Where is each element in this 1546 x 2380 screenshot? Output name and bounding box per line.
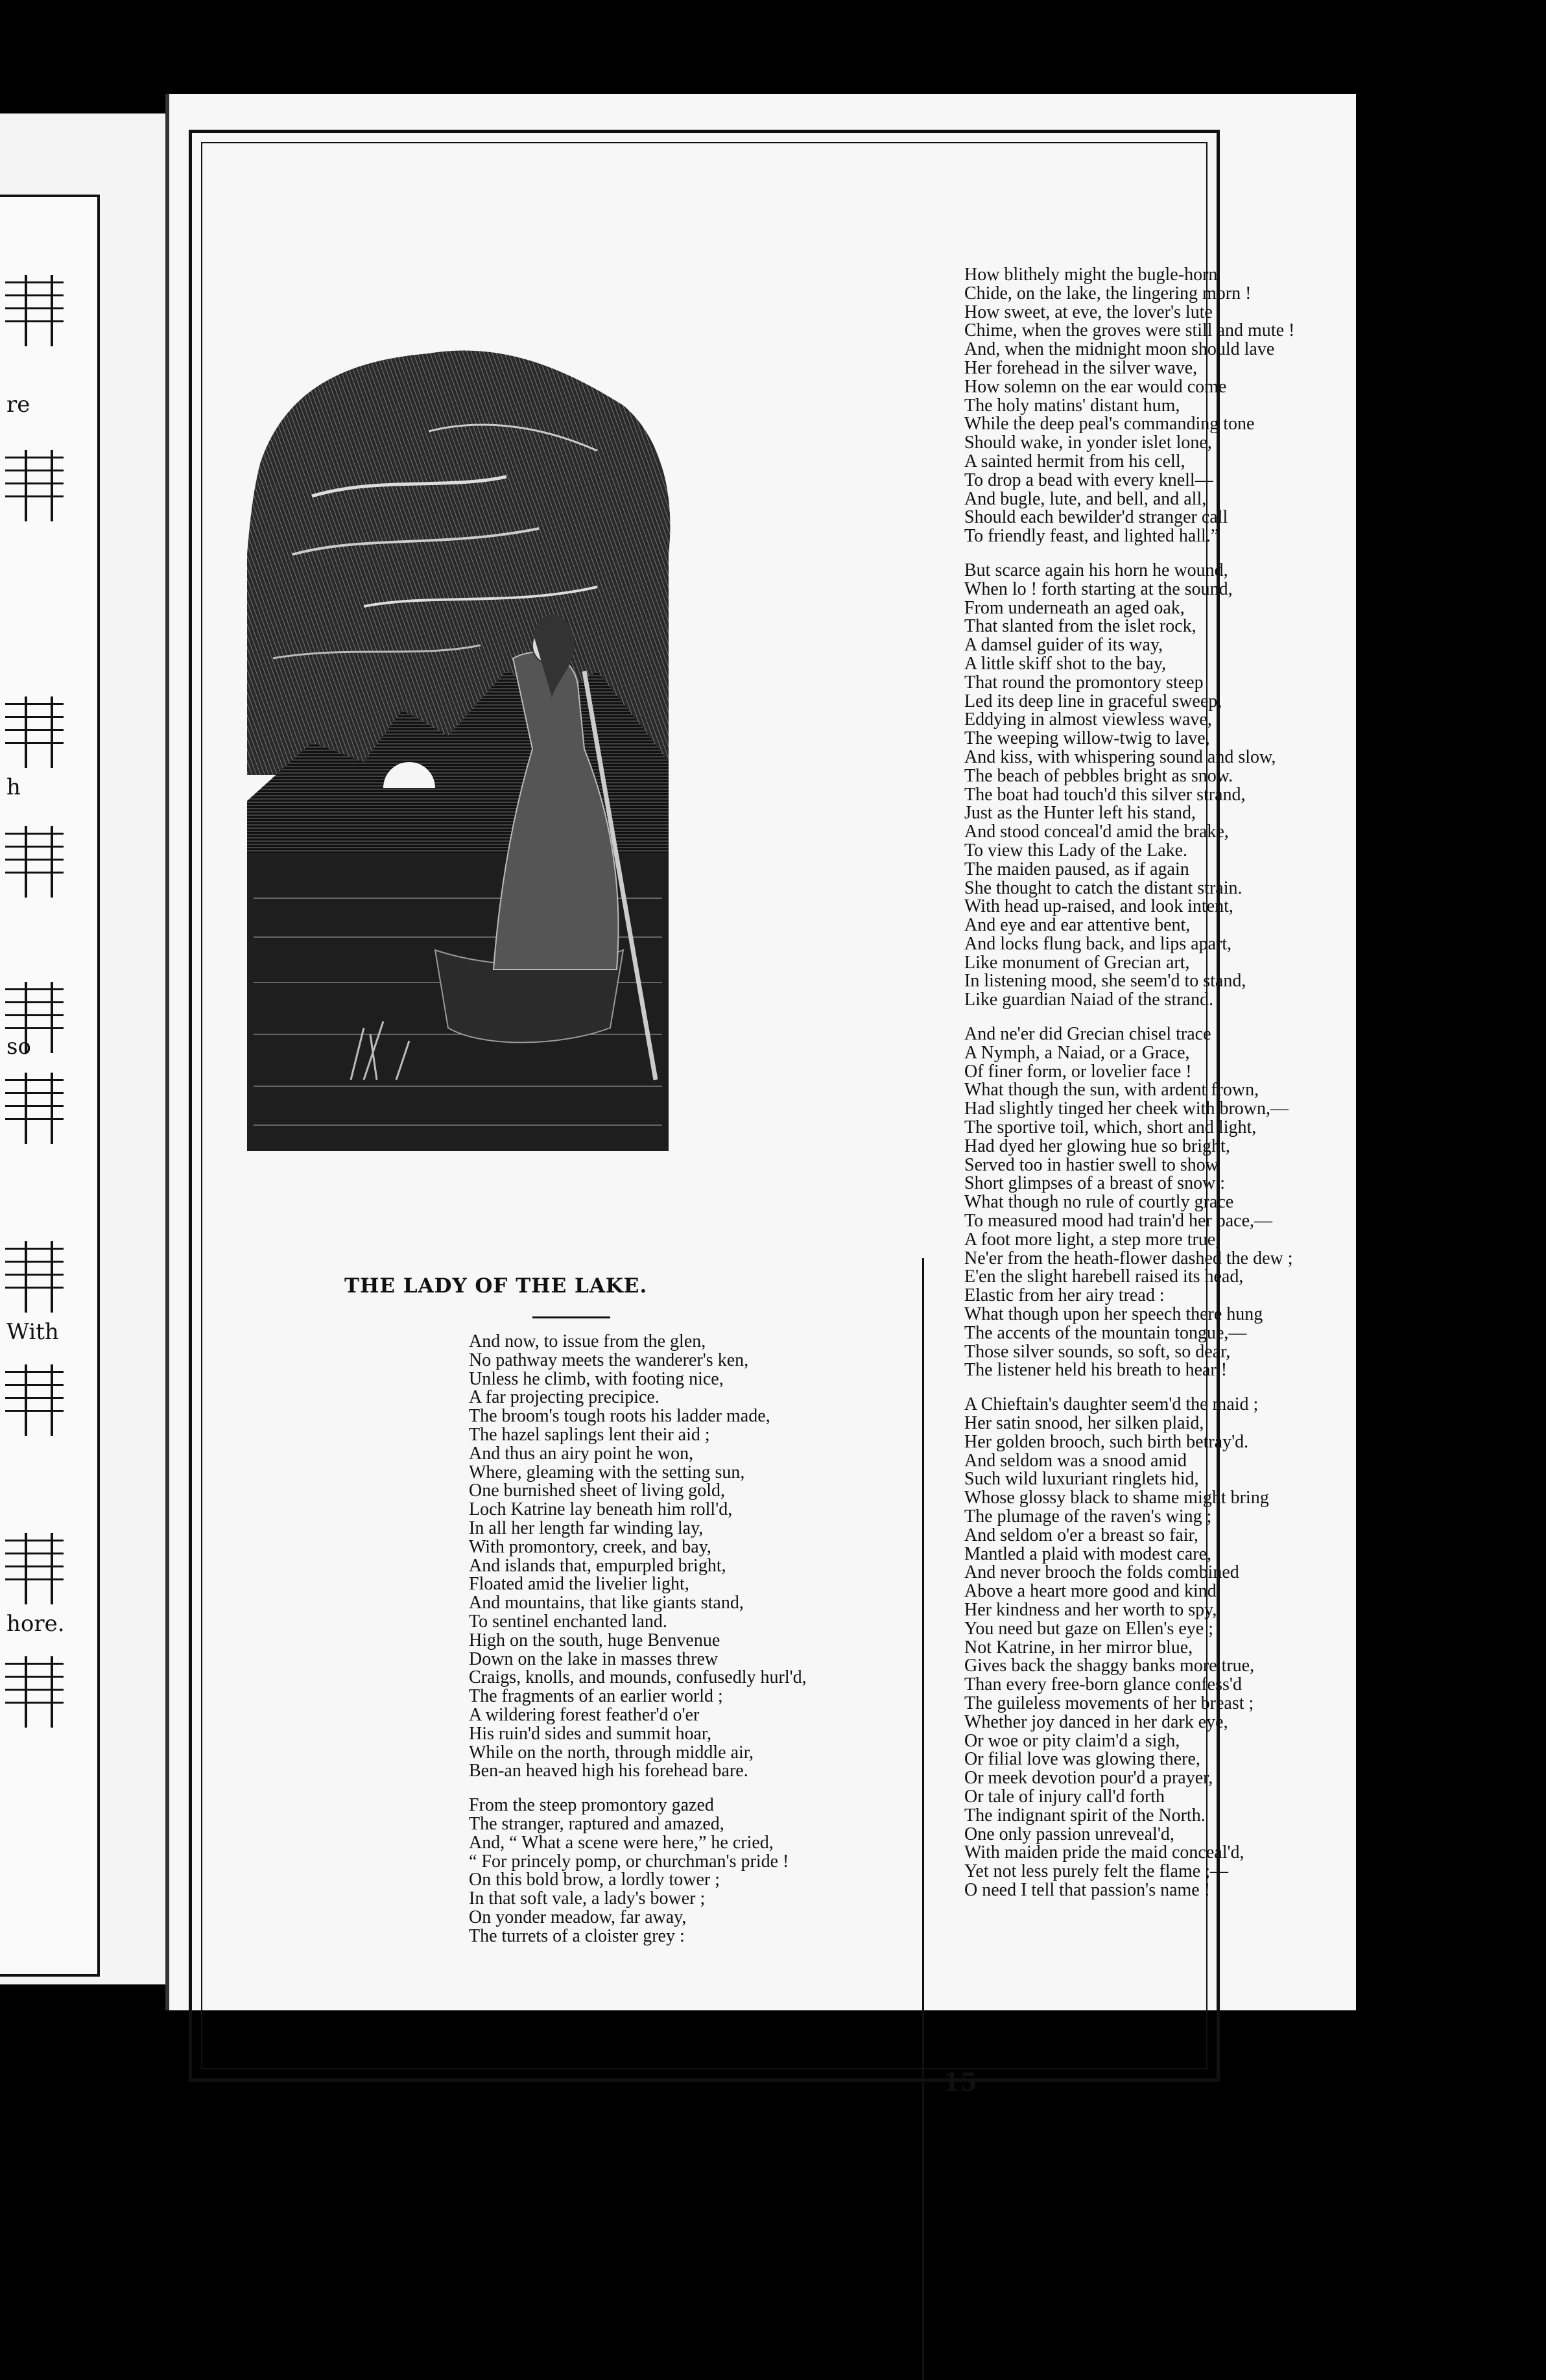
verse-line: What though no rule of courtly grace	[964, 1192, 1234, 1213]
verse-line: Had slightly tinged her cheek with brown,—	[964, 1099, 1289, 1119]
verse-line: When lo ! forth starting at the sound,	[964, 578, 1233, 599]
verse-line: One burnished sheet of living gold,	[469, 1481, 726, 1501]
verse-line: Her forehead in the silver wave,	[964, 357, 1198, 378]
verse-line: In listening mood, she seem'd to stand,	[964, 971, 1246, 992]
verse-line: That slanted from the islet rock,	[964, 616, 1196, 637]
verse-line: Chime, when the groves were still and mute !	[964, 320, 1295, 341]
engraving-lady-in-boat	[234, 282, 682, 1235]
verse-line: Down on the lake in masses threw	[469, 1648, 719, 1669]
verse-line: How blithely might the bugle-horn	[964, 265, 1218, 285]
verse-line: A little skiff shot to the bay,	[964, 653, 1167, 674]
verse-line: To drop a bead with every knell—	[964, 470, 1213, 490]
verse-line: Served too in hastier swell to show	[964, 1154, 1219, 1175]
verse-line: The hazel saplings lent their aid ;	[469, 1424, 710, 1445]
left-facing-page	[0, 113, 182, 1984]
music-staff-fragment	[5, 268, 64, 353]
title-rule	[532, 1316, 610, 1318]
verse-line: And never brooch the folds combined	[964, 1562, 1239, 1583]
verse-line: And now, to issue from the glen,	[469, 1331, 706, 1351]
verse-line: In that soft vale, a lady's bower ;	[469, 1888, 706, 1909]
verse-line: Or filial love was glowing there,	[964, 1749, 1200, 1770]
verse-line: No pathway meets the wanderer's ken,	[469, 1350, 749, 1370]
verse-line: And mountains, that like giants stand,	[469, 1593, 744, 1613]
verse-line: Should wake, in yonder islet lone,	[964, 433, 1212, 453]
music-staff-fragment	[5, 444, 64, 528]
verse-line: Not Katrine, in her mirror blue,	[964, 1637, 1193, 1658]
verse-line: Or tale of injury call'd forth	[964, 1786, 1165, 1807]
verse-line: The broom's tough roots his ladder made,	[469, 1406, 770, 1427]
verse-line: The holy matins' distant hum,	[964, 395, 1180, 416]
music-staff-fragment	[5, 1527, 64, 1611]
left-page-word: hore.	[6, 1611, 65, 1637]
verse-line: Should each bewilder'd stranger call	[964, 507, 1228, 528]
verse-line: Whether joy danced in her dark eye,	[964, 1711, 1228, 1732]
verse-line: To measured mood had train'd her pace,—	[964, 1211, 1273, 1232]
verse-line: A damsel guider of its way,	[964, 635, 1163, 656]
verse-line: The guileless movements of her breast ;	[964, 1693, 1254, 1713]
left-page-word: With	[6, 1319, 59, 1345]
verse-line: And thus an airy point he won,	[469, 1443, 694, 1464]
verse-line: Whose glossy black to shame might bring	[964, 1488, 1269, 1508]
verse-column-right	[964, 266, 1294, 1900]
verse-line: Or woe or pity claim'd a sigh,	[964, 1730, 1180, 1751]
verse-line: And locks flung back, and lips apart,	[964, 933, 1232, 954]
verse-line: The listener held his breath to hear !	[964, 1360, 1228, 1381]
verse-line: Than every free-born glance confess'd	[964, 1674, 1242, 1695]
verse-line: With promontory, creek, and bay,	[469, 1536, 711, 1557]
verse-line: With maiden pride the maid conceal'd,	[964, 1842, 1244, 1863]
verse-line: And ne'er did Grecian chisel trace	[964, 1024, 1211, 1045]
stanza-break	[469, 1781, 807, 1796]
verse-line: The fragments of an earlier world ;	[469, 1686, 723, 1707]
verse-line: Like monument of Grecian art,	[964, 952, 1190, 973]
verse-line: Unless he climb, with footing nice,	[469, 1368, 724, 1389]
verse-line: The weeping willow-twig to lave,	[964, 728, 1210, 749]
verse-line: Mantled a plaid with modest care,	[964, 1543, 1211, 1564]
verse-line: His ruin'd sides and summit hoar,	[469, 1723, 712, 1744]
book-page	[165, 94, 1356, 2097]
verse-line: Chide, on the lake, the lingering morn !	[964, 283, 1252, 303]
verse-line: What though the sun, with ardent frown,	[964, 1080, 1259, 1101]
verse-line: That round the promontory steep	[964, 672, 1204, 693]
verse-line: Her golden brooch, such birth betray'd.	[964, 1431, 1249, 1452]
music-staff-fragment	[5, 1650, 64, 1734]
verse-line: While the deep peal's commanding tone	[964, 414, 1255, 434]
poem-title: THE LADY OF THE LAKE.	[344, 1274, 648, 1298]
verse-line: The indignant spirit of the North.	[964, 1805, 1206, 1826]
verse-line: What though upon her speech there hung	[964, 1304, 1263, 1325]
verse-line: Her kindness and her worth to spy,	[964, 1599, 1217, 1620]
verse-line: The beach of pebbles bright as snow.	[964, 765, 1233, 786]
verse-line: In all her length far winding lay,	[469, 1517, 704, 1538]
verse-line: Just as the Hunter left his stand,	[964, 803, 1196, 824]
verse-line: The plumage of the raven's wing ;	[964, 1506, 1212, 1527]
verse-line: Short glimpses of a breast of snow :	[964, 1173, 1226, 1194]
left-page-word: so	[6, 1034, 31, 1060]
page-number: 15	[943, 2067, 977, 2097]
verse-line: Ne'er from the heath-flower dashed the dew ;	[964, 1248, 1293, 1268]
verse-line: And, “ What a scene were here,” he cried,	[469, 1832, 774, 1853]
verse-line: How solemn on the ear would come	[964, 376, 1227, 397]
verse-line: And islands that, empurpled bright,	[469, 1555, 726, 1576]
verse-line: Or meek devotion pour'd a prayer,	[964, 1768, 1213, 1789]
verse-line: Of finer form, or lovelier face !	[964, 1061, 1192, 1082]
verse-line: A foot more light, a step more true,	[964, 1229, 1220, 1250]
verse-line: A Nymph, a Naiad, or a Grace,	[964, 1042, 1190, 1063]
verse-line: You need but gaze on Ellen's eye ;	[964, 1618, 1214, 1639]
verse-line: From the steep promontory gazed	[469, 1795, 714, 1816]
verse-line: The boat had touch'd this silver strand,	[964, 784, 1246, 805]
left-page-word: h	[6, 774, 21, 800]
verse-line: Ben-an heaved high his forehead bare.	[469, 1761, 748, 1781]
verse-line: With head up-raised, and look intent,	[964, 896, 1233, 917]
verse-line: And kiss, with whispering sound and slow,	[964, 746, 1276, 767]
verse-line: Above a heart more good and kind.	[964, 1581, 1221, 1602]
verse-line: While on the north, through middle air,	[469, 1742, 754, 1763]
verse-line: Like guardian Naiad of the strand.	[964, 990, 1214, 1010]
verse-line: A wildering forest feather'd o'er	[469, 1704, 700, 1725]
verse-line: The turrets of a cloister grey :	[469, 1925, 685, 1946]
verse-line: The stranger, raptured and amazed,	[469, 1813, 724, 1834]
music-staff-fragment	[5, 1358, 64, 1442]
verse-line: And eye and ear attentive bent,	[964, 915, 1191, 936]
verse-column-left	[469, 1333, 807, 1946]
music-staff-fragment	[5, 1235, 64, 1319]
verse-line: Those silver sounds, so soft, so dear,	[964, 1341, 1231, 1362]
left-page-word: re	[6, 392, 30, 418]
verse-line: O need I tell that passion's name !	[964, 1879, 1211, 1900]
verse-line: From underneath an aged oak,	[964, 597, 1185, 618]
verse-line: One only passion unreveal'd,	[964, 1824, 1174, 1844]
verse-line: Gives back the shaggy banks more true,	[964, 1656, 1255, 1676]
verse-line: High on the south, huge Benvenue	[469, 1630, 720, 1650]
verse-line: Loch Katrine lay beneath him roll'd,	[469, 1499, 733, 1520]
verse-line: Such wild luxuriant ringlets hid,	[964, 1469, 1199, 1490]
stanza-break	[964, 1010, 1294, 1025]
verse-line: The maiden paused, as if again	[964, 859, 1189, 879]
music-staff-fragment	[5, 1066, 64, 1150]
stanza-break	[964, 1380, 1294, 1396]
verse-line: And stood conceal'd amid the brake,	[964, 822, 1229, 842]
verse-line: Floated amid the livelier light,	[469, 1574, 689, 1595]
verse-line: E'en the slight harebell raised its head,	[964, 1267, 1244, 1287]
music-staff-fragment	[5, 690, 64, 774]
verse-line: The sportive toil, which, short and light,	[964, 1117, 1257, 1138]
verse-line: And, when the midnight moon should lave	[964, 339, 1275, 360]
left-page-frame	[0, 195, 100, 1977]
verse-line: A far projecting precipice.	[469, 1387, 660, 1408]
verse-line: To view this Lady of the Lake.	[964, 840, 1188, 861]
verse-line: Craigs, knolls, and mounds, confusedly hurl'd,	[469, 1667, 807, 1688]
verse-line: Eddying in almost viewless wave,	[964, 709, 1212, 730]
verse-line: A Chieftain's daughter seem'd the maid ;	[964, 1394, 1259, 1415]
verse-line: And seldom o'er a breast so fair,	[964, 1525, 1198, 1545]
verse-line: Led its deep line in graceful sweep,	[964, 691, 1222, 711]
verse-line: How sweet, at eve, the lover's lute	[964, 302, 1213, 322]
verse-line: On yonder meadow, far away,	[469, 1907, 687, 1927]
verse-line: To friendly feast, and lighted hall.”	[964, 526, 1219, 547]
verse-line: On this bold brow, a lordly tower ;	[469, 1870, 720, 1890]
column-divider	[922, 1258, 924, 2380]
verse-line: A sainted hermit from his cell,	[964, 451, 1185, 471]
verse-line: “ For princely pomp, or churchman's pride !	[469, 1851, 789, 1872]
verse-line: But scarce again his horn he wound,	[964, 560, 1228, 580]
verse-line: And bugle, lute, and bell, and all,	[964, 488, 1207, 509]
verse-line: Where, gleaming with the setting sun,	[469, 1462, 745, 1482]
verse-line: Elastic from her airy tread :	[964, 1285, 1165, 1306]
verse-line: Yet not less purely felt the flame ;—	[964, 1861, 1228, 1882]
stanza-break	[964, 546, 1294, 562]
verse-line: Had dyed her glowing hue so bright,	[964, 1136, 1230, 1156]
verse-line: She thought to catch the distant strain.	[964, 877, 1243, 898]
verse-line: The accents of the mountain tongue,—	[964, 1322, 1247, 1343]
verse-line: To sentinel enchanted land.	[469, 1611, 667, 1632]
verse-line: Her satin snood, her silken plaid,	[964, 1413, 1204, 1434]
verse-line: And seldom was a snood amid	[964, 1450, 1187, 1471]
music-staff-fragment	[5, 820, 64, 904]
